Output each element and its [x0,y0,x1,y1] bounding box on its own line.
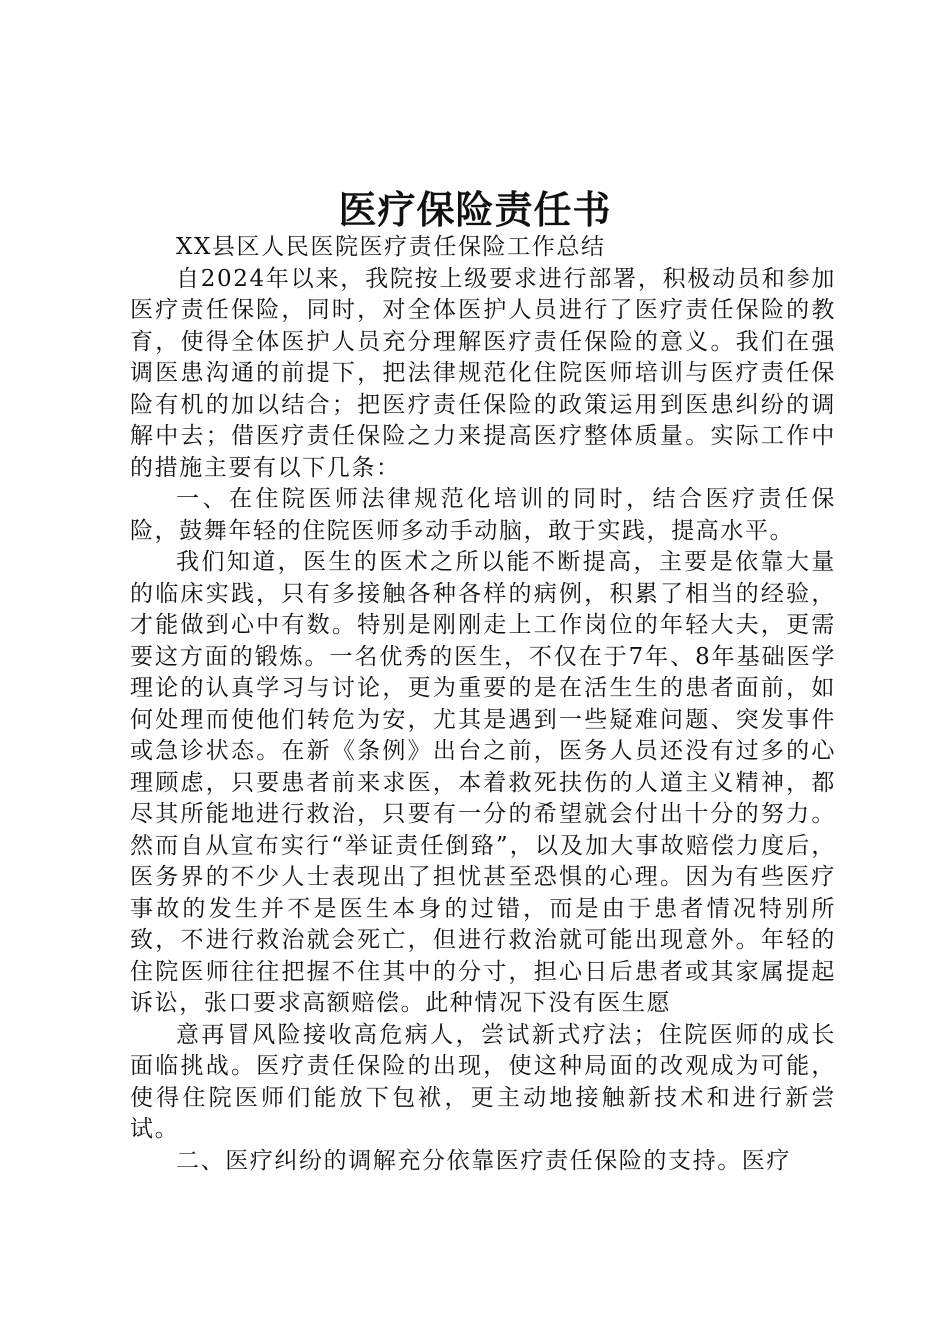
paragraph-intro: 自2024年以来，我院按上级要求进行部署，积极动员和参加医疗责任保险，同时，对全体医护人员进行了医疗责任保险的教育，使得全体医护人员充分理解医疗责任保险的意义。我们在强调医患沟通的前提下，把法律规范化住院医师培训与医疗责任保险有机的加以结合；把医疗责任保险的政策运用到医患纠纷的调解中去；借医疗责任保险之力来提高医疗整体质量。实际工作中的措施主要有以下几条： [130,265,836,481]
paragraph-point-two: 二、医疗纠纷的调解充分依靠医疗责任保险的支持。医疗 [176,1147,791,1174]
paragraph-continuation: 意再冒风险接收高危病人，尝试新式疗法；住院医师的成长面临挑战。医疗责任保险的出现，使这种局面的改观成为可能，使得住院医师们能放下包袱，更主动地接触新技术和进行新尝试。 [130,1021,836,1142]
document-title: 医疗保险责任书 [338,187,612,232]
paragraph-explanation: 我们知道，医生的医术之所以能不断提高，主要是依靠大量的临床实践，只有多接触各种各样的病例，积累了相当的经验，才能做到心中有数。特别是刚刚走上工作岗位的年轻大夫，更需要这方面的锻炼。一名优秀的医生，不仅在于7年、8年基础医学理论的认真学习与讨论，更为重要的是在活生生的患者面前，如何处理而使他们转危为安，尤其是遇到一些疑难问题、突发事件或急诊状态。在新《条例》出台之前，医务人员还没有过多的心理顾虑，只要患者前来求医，本着救死扶伤的人道主义精神，都尽其所能地进行救治，只要有一分的希望就会付出十分的努力。然而自从宣布实行“举证责任倒臵”，以及加大事故赔偿力度后，医务界的不少人士表现出了担忧甚至恐惧的心理。因为有些医疗事故的发生并不是医生本身的过错，而是由于患者情况特别所致，不进行救治就会死亡，但进行救治就可能出现意外。年轻的住院医师往往把握不住其中的分寸，担心日后患者或其家属提起诉讼，张口要求高额赔偿。此种情况下没有医生愿 [130,549,836,1016]
document-body [130,232,836,1177]
paragraph-point-one: 一、在住院医师法律规范化培训的同时，结合医疗责任保险，鼓舞年轻的住院医师多动手动脑，敢于实践，提高水平。 [130,486,836,544]
report-subtitle: XX县区人民医院医疗责任保险工作总结 [176,234,606,260]
